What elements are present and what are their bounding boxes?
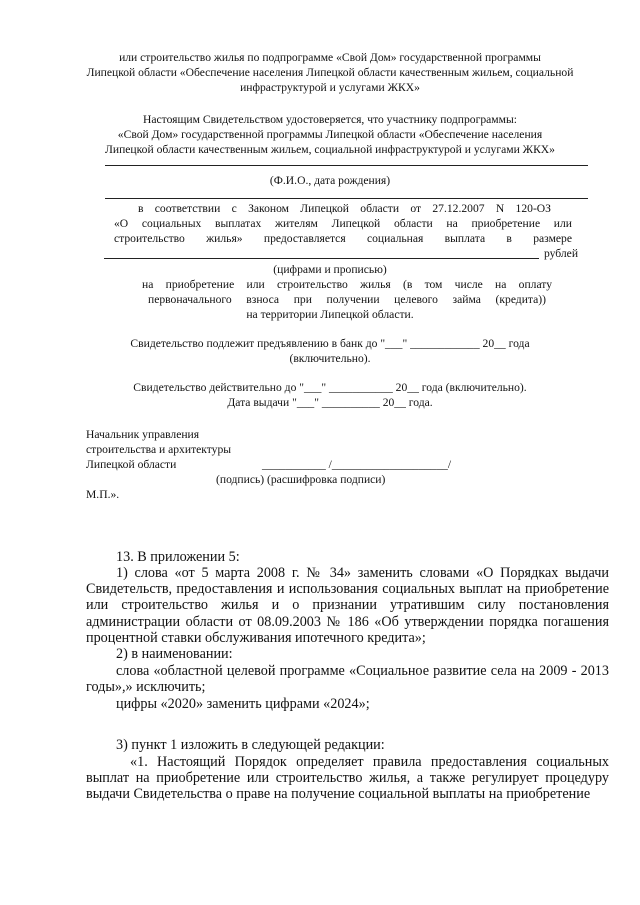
purpose-line-3: на территории Липецкой области. [246,308,414,321]
sum-caption: (цифрами и прописью) [273,263,387,276]
amendment-subitem-2-digits: цифры «2020» заменить цифрами «2024»; [116,696,370,712]
form-title-line-1: или строительство жилья по подпрограмме «Свой Дом» государственной программы [119,51,541,64]
purpose-line-1: на приобретение или строительство жилья (в том числе на оплату [142,278,552,291]
law-reference-line-1: в соответствии с Законом Липецкой области от 27.12.2007 N 120-ОЗ [138,202,551,215]
certificate-statement-line-3: Липецкой области качественным жильем, социальной инфраструктурой и услугами ЖКХ» [105,143,555,156]
bank-deadline-line: Свидетельство подлежит предъявлению в банк до "___" ____________ 20__ года [130,337,530,350]
sum-currency: рублей [544,247,579,260]
law-reference-line-2: «О социальных выплатах жителям Липецкой области на приобретение или [114,217,572,230]
signature-blank: ___________ /____________________/ [262,458,452,471]
law-reference-line-3: строительство жилья» предоставляется социальная выплата в размере [114,232,572,245]
form-title-line-2: Липецкой области «Обеспечение населения Липецкой области качественным жильем, социальной [86,66,574,79]
signer-title-line-2: строительства и архитектуры [86,443,232,456]
purpose-line-2: первоначального взноса при получении целевого займа (кредита)) [148,293,546,306]
certificate-statement-line-1: Настоящим Свидетельством удостоверяется, что участнику подпрограммы: [143,113,517,126]
fio-blank-line-2 [105,198,588,199]
validity-line: Свидетельство действительно до "___" ___________ 20__ года (включительно). [133,381,527,394]
signature-caption: (подпись) (расшифровка подписи) [216,473,386,486]
sum-blank-line [104,258,539,259]
amendment-subitem-1: 1) слова «от 5 марта 2008 г. № 34» заменить словами «О Порядках выдачи Свидетельств, предоставления и использования социальных выплат на приобретение или строительство жилья и о признании утратившим силу постановления администрации области от 08.09.2003 № 186 «Об утверждении порядка погашения процентной ставки обслуживания ипотечного кредита»; [86,565,609,646]
amendment-subitem-3: 3) пункт 1 изложить в следующей редакции: [116,737,385,753]
signer-title-line-1: Начальник управления [86,428,200,441]
stamp-place: М.П.». [86,488,120,501]
amendment-subitem-2-words: слова «областной целевой программе «Социальное развитие села на 2009 - 2013 годы»,» исключить; [86,663,609,696]
issue-date-line: Дата выдачи "___" __________ 20__ года. [227,396,433,409]
certificate-statement-line-2: «Свой Дом» государственной программы Липецкой области «Обеспечение населения [117,128,543,141]
amendment-subitem-2: 2) в наименовании: [116,646,233,662]
fio-blank-line [105,165,588,166]
fio-caption: (Ф.И.О., дата рождения) [269,174,391,187]
amendment-subitem-3-text: «1. Настоящий Порядок определяет правила предоставления социальных выплат на приобретение или строительство жилья, а также регулирует процедуру выдачи Свидетельства о праве на получение социальной выплаты на приобретение [86,754,609,803]
amendment-item-13: 13. В приложении 5: [116,549,240,565]
form-title-line-3: инфраструктурой и услугами ЖКХ» [240,81,420,94]
signer-title-line-3: Липецкой области [86,458,177,471]
bank-deadline-inclusive: (включительно). [289,352,371,365]
